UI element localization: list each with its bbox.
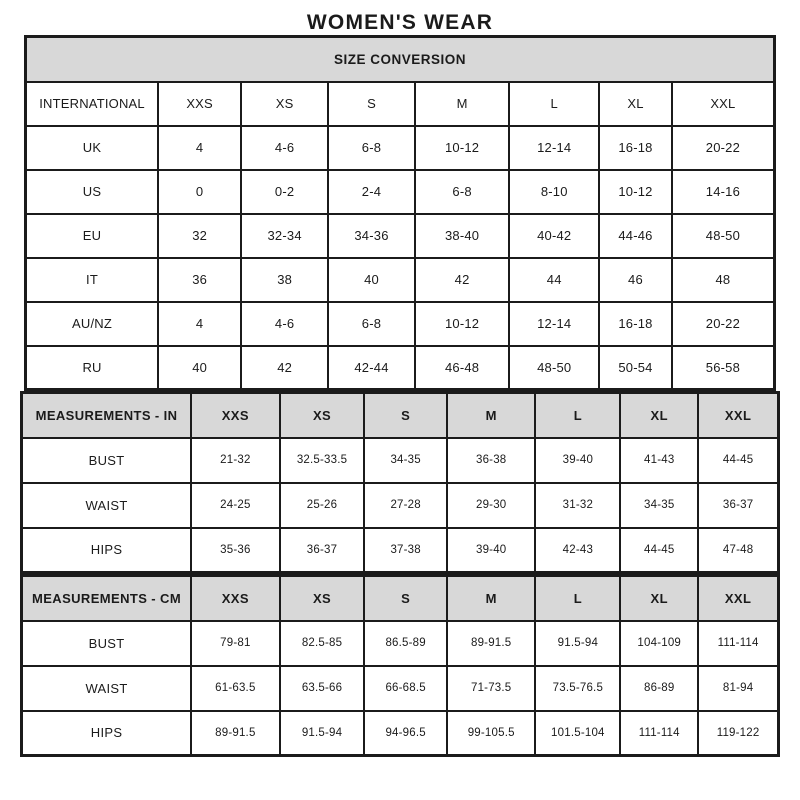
table-cell: 38 [241, 258, 328, 302]
column-header: XXS [191, 576, 280, 621]
table-cell: 36-38 [447, 438, 536, 483]
table-cell: 12-14 [509, 126, 599, 170]
column-header: S [364, 393, 447, 438]
column-header: XL [599, 82, 672, 126]
table-cell: 91.5-94 [280, 711, 365, 756]
table-cell: 4 [158, 302, 241, 346]
table-cell: 42-43 [535, 528, 620, 573]
column-header: M [415, 82, 509, 126]
table-cell: 31-32 [535, 483, 620, 528]
table-cell: 79-81 [191, 621, 280, 666]
table-cell: 37-38 [364, 528, 447, 573]
table-cell: 2-4 [328, 170, 415, 214]
table-cell: 36-37 [280, 528, 365, 573]
column-header: M [447, 576, 536, 621]
table-cell: 0-2 [241, 170, 328, 214]
table-cell: 46 [599, 258, 672, 302]
table-row [26, 258, 775, 302]
row-label: BUST [22, 621, 192, 666]
table-cell: 82.5-85 [280, 621, 365, 666]
table-cell: 40 [328, 258, 415, 302]
table-cell: 71-73.5 [447, 666, 536, 711]
section-header: MEASUREMENTS - IN [22, 393, 192, 438]
table-cell: 8-10 [509, 170, 599, 214]
table-cell: 111-114 [698, 621, 778, 666]
table-cell: 40-42 [509, 214, 599, 258]
row-label: EU [26, 214, 159, 258]
table-cell: 41-43 [620, 438, 698, 483]
table-cell: 4 [158, 126, 241, 170]
table-cell: 36 [158, 258, 241, 302]
table-row [22, 666, 779, 711]
table-cell: 27-28 [364, 483, 447, 528]
column-header: L [535, 393, 620, 438]
table-cell: 0 [158, 170, 241, 214]
row-label: US [26, 170, 159, 214]
row-label: BUST [22, 438, 192, 483]
table-cell: 6-8 [328, 126, 415, 170]
table-cell: 44 [509, 258, 599, 302]
column-header: XXL [698, 393, 778, 438]
table-row [22, 711, 779, 756]
section-header: MEASUREMENTS - CM [22, 576, 192, 621]
column-header: XL [620, 393, 698, 438]
table-cell: 34-35 [364, 438, 447, 483]
table-row [26, 346, 775, 390]
table-cell: 36-37 [698, 483, 778, 528]
table-cell: 29-30 [447, 483, 536, 528]
column-header: XXS [191, 393, 280, 438]
table-row [26, 302, 775, 346]
table-cell: 119-122 [698, 711, 778, 756]
table-cell: 32 [158, 214, 241, 258]
column-header: L [535, 576, 620, 621]
table-cell: 91.5-94 [535, 621, 620, 666]
table-cell: 34-36 [328, 214, 415, 258]
table-cell: 34-35 [620, 483, 698, 528]
row-label: WAIST [22, 483, 192, 528]
table-cell: 61-63.5 [191, 666, 280, 711]
table-cell: 39-40 [535, 438, 620, 483]
table-cell: 89-91.5 [447, 621, 536, 666]
table-cell: 47-48 [698, 528, 778, 573]
column-header: XS [280, 576, 365, 621]
table-cell: 101.5-104 [535, 711, 620, 756]
row-label: HIPS [22, 711, 192, 756]
table-cell: 6-8 [328, 302, 415, 346]
table-cell: 16-18 [599, 126, 672, 170]
table-cell: 42-44 [328, 346, 415, 390]
table-cell: 38-40 [415, 214, 509, 258]
column-header: XXL [698, 576, 778, 621]
row-label: HIPS [22, 528, 192, 573]
column-header: S [364, 576, 447, 621]
row-label: AU/NZ [26, 302, 159, 346]
table-cell: 14-16 [672, 170, 775, 214]
column-header: M [447, 393, 536, 438]
measurements-cm-table [20, 574, 780, 757]
table-cell: 48-50 [672, 214, 775, 258]
table-cell: 94-96.5 [364, 711, 447, 756]
table-cell: 25-26 [280, 483, 365, 528]
table-row [26, 126, 775, 170]
table-cell: 81-94 [698, 666, 778, 711]
table-row [22, 621, 779, 666]
table-cell: 111-114 [620, 711, 698, 756]
table-row [22, 483, 779, 528]
table-cell: 46-48 [415, 346, 509, 390]
table-cell: 4-6 [241, 126, 328, 170]
table-cell: 32.5-33.5 [280, 438, 365, 483]
table-cell: 16-18 [599, 302, 672, 346]
table-cell: 99-105.5 [447, 711, 536, 756]
table-row [22, 438, 779, 483]
table-cell: 89-91.5 [191, 711, 280, 756]
table-cell: 44-46 [599, 214, 672, 258]
table-cell: 104-109 [620, 621, 698, 666]
column-header: XL [620, 576, 698, 621]
table-row [26, 214, 775, 258]
table-cell: 10-12 [599, 170, 672, 214]
table-cell: 32-34 [241, 214, 328, 258]
table-cell: 24-25 [191, 483, 280, 528]
size-conversion-table [24, 35, 776, 391]
table-cell: 6-8 [415, 170, 509, 214]
table-cell: 12-14 [509, 302, 599, 346]
table-row [22, 528, 779, 573]
table-cell: 4-6 [241, 302, 328, 346]
table-cell: 40 [158, 346, 241, 390]
page-title: WOMEN'S WEAR [306, 11, 494, 34]
table-cell: 63.5-66 [280, 666, 365, 711]
row-label: RU [26, 346, 159, 390]
table-cell: 35-36 [191, 528, 280, 573]
table-cell: 10-12 [415, 302, 509, 346]
table-cell: 86-89 [620, 666, 698, 711]
table-cell: 86.5-89 [364, 621, 447, 666]
column-header: S [328, 82, 415, 126]
table-cell: 42 [241, 346, 328, 390]
table-cell: 20-22 [672, 302, 775, 346]
table-cell: 44-45 [620, 528, 698, 573]
table-cell: 48 [672, 258, 775, 302]
table-cell: 66-68.5 [364, 666, 447, 711]
table-row [26, 170, 775, 214]
column-header: XXS [158, 82, 241, 126]
row-label: IT [26, 258, 159, 302]
table-cell: 50-54 [599, 346, 672, 390]
table-cell: 44-45 [698, 438, 778, 483]
table-cell: 73.5-76.5 [535, 666, 620, 711]
section-header: SIZE CONVERSION [26, 37, 775, 82]
table-cell: 42 [415, 258, 509, 302]
table-cell: 56-58 [672, 346, 775, 390]
column-header: XS [241, 82, 328, 126]
table-cell: 39-40 [447, 528, 536, 573]
column-header: XXL [672, 82, 775, 126]
table-cell: 21-32 [191, 438, 280, 483]
column-header: XS [280, 393, 365, 438]
table-cell: 20-22 [672, 126, 775, 170]
measurements-in-table [20, 391, 780, 574]
table-cell: 48-50 [509, 346, 599, 390]
row-label: WAIST [22, 666, 192, 711]
corner-label: INTERNATIONAL [26, 82, 159, 126]
table-cell: 10-12 [415, 126, 509, 170]
column-header: L [509, 82, 599, 126]
row-label: UK [26, 126, 159, 170]
